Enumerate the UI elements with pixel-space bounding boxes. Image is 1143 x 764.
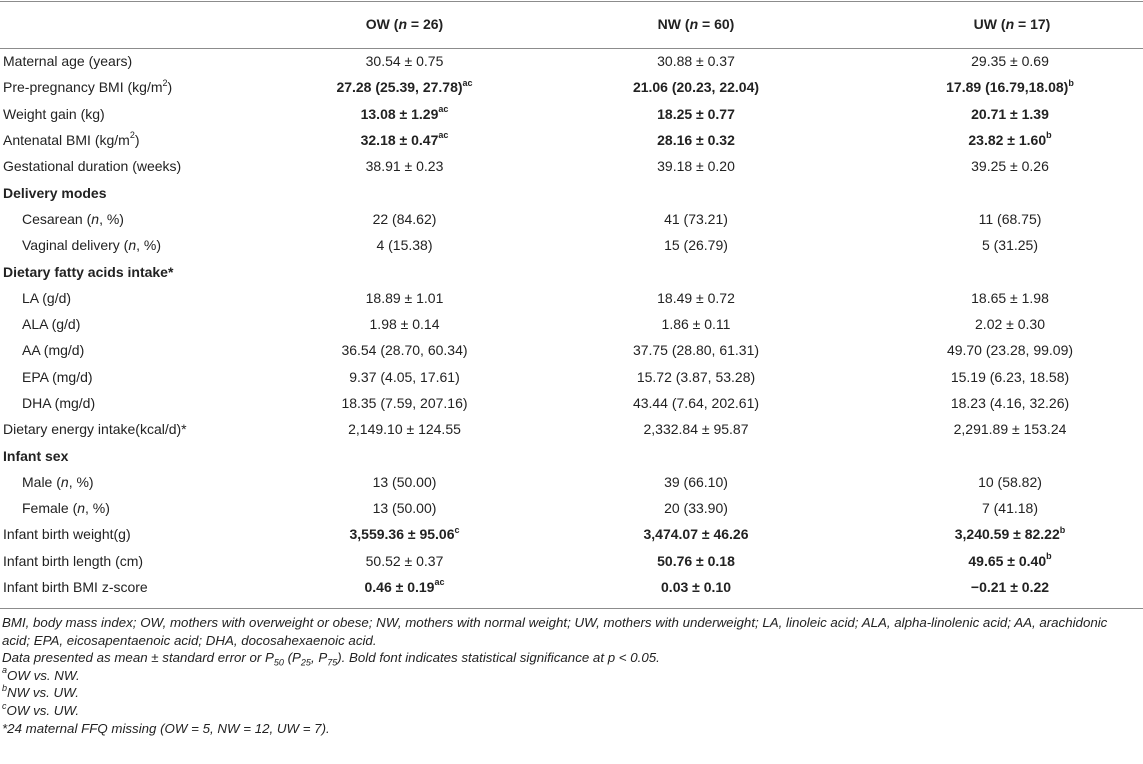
cell-nw: 50.76 ± 0.18 xyxy=(657,552,735,569)
header-label-col xyxy=(0,0,258,48)
cell-nw: 37.75 (28.80, 61.31) xyxy=(632,342,760,359)
cell-uw: 18.65 ± 1.98 xyxy=(971,289,1049,306)
table-header-row xyxy=(0,0,1143,48)
cell-ow: 36.54 (28.70, 60.34) xyxy=(341,342,468,359)
cell-ow xyxy=(258,258,551,284)
table-row-maternal-age xyxy=(0,48,1143,74)
cell-ow: 4 (15.38) xyxy=(376,237,433,254)
cell-nw xyxy=(551,442,841,468)
cell-uw: 2.02 ± 0.30 xyxy=(975,316,1045,333)
cell-ow: 0.46 ± 0.19$^{ac}$ xyxy=(364,577,445,596)
footnote-b: $^b$NW vs. UW. xyxy=(2,682,79,701)
cell-nw: 15 (26.79) xyxy=(664,237,728,254)
cell-nw: 2,332.84 ± 95.87 xyxy=(643,421,749,438)
cell-uw: 20.71 ± 1.39 xyxy=(971,105,1049,122)
table-row-female xyxy=(0,495,1143,521)
table-row-weight-gain xyxy=(0,101,1143,127)
cell-nw: 18.49 ± 0.72 xyxy=(657,289,735,306)
cell-nw xyxy=(551,258,841,284)
cell-nw: 43.44 (7.64, 202.61) xyxy=(632,395,760,411)
table-row-cesarean xyxy=(0,206,1143,232)
cell-ow: 13 (50.00) xyxy=(372,473,437,490)
cell-nw: 39.18 ± 0.20 xyxy=(657,158,735,175)
cell-uw: 49.70 (23.28, 99.09) xyxy=(946,342,1074,359)
cell-ow: 3,559.36 ± 95.06$^c$ xyxy=(349,524,460,543)
cell-nw: 0.03 ± 0.10 xyxy=(661,579,731,596)
header-uw: UW (n = 17) xyxy=(973,16,1051,32)
table-row-pre-pregnancy-bmi xyxy=(0,74,1143,100)
cell-nw: 15.72 (3.87, 53.28) xyxy=(636,368,756,385)
footnote-data-presentation: Data presented as mean ± standard error or $P_{50}$ ($P_{25}$, $P_{75}$). Bold font indicates statistical significance at p < 0.05. xyxy=(2,650,660,668)
row-label: Infant birth BMI z-score xyxy=(3,579,148,596)
cell-ow xyxy=(258,442,551,468)
row-label: Weight gain (kg) xyxy=(3,105,105,122)
row-label: EPA (mg/d) xyxy=(22,368,93,385)
row-label: Infant sex xyxy=(3,447,69,464)
cell-ow xyxy=(258,179,551,205)
row-label: Dietary fatty acids intake* xyxy=(3,263,174,280)
cell-ow: 32.18 ± 0.47$^{ac}$ xyxy=(360,130,449,149)
cell-ow: 18.35 (7.59, 207.16) xyxy=(341,395,468,411)
cell-ow: 2,149.10 ± 124.55 xyxy=(348,421,461,438)
footnote-c: $^c$OW vs. UW. xyxy=(2,700,80,718)
cell-uw: 10 (58.82) xyxy=(978,473,1042,490)
cell-ow: 38.91 ± 0.23 xyxy=(365,158,444,175)
table-row-la xyxy=(0,285,1143,311)
cell-uw: 39.25 ± 0.26 xyxy=(971,158,1049,175)
table-row-dietary-energy xyxy=(0,416,1143,442)
cell-uw: 29.35 ± 0.69 xyxy=(971,53,1049,70)
cell-uw: 15.19 (6.23, 18.58) xyxy=(950,368,1070,385)
table-row-dha xyxy=(0,390,1143,416)
row-label: Dietary energy intake(kcal/d)* xyxy=(3,421,187,438)
table-row-infant-birth-weight xyxy=(0,521,1143,547)
cell-nw: 30.88 ± 0.37 xyxy=(657,53,735,70)
cell-nw xyxy=(551,179,841,205)
cell-ow: 9.37 (4.05, 17.61) xyxy=(349,368,460,385)
cell-uw: 17.89 $(16.79,18.08)^b$ xyxy=(946,77,1074,96)
table-row-infant-bmi-z xyxy=(0,574,1143,600)
row-label: AA (mg/d) xyxy=(22,342,85,359)
row-label: Infant birth length (cm) xyxy=(3,552,144,569)
cell-uw: 49.65 ± 0.40$^b$ xyxy=(968,551,1052,569)
cell-ow: 13 (50.00) xyxy=(372,500,437,517)
footnote-ffq-missing: *24 maternal FFQ missing (OW = 5, NW = 12, UW = 7). xyxy=(2,720,330,736)
table-row-ala xyxy=(0,311,1143,337)
cell-ow: 18.89 ± 1.01 xyxy=(365,289,444,306)
cell-ow: 30.54 ± 0.75 xyxy=(365,53,444,70)
header-nw: NW (n = 60) xyxy=(657,16,735,32)
table-bottom-rule xyxy=(0,608,1143,609)
row-label: Maternal age (years) xyxy=(3,53,133,70)
table-row-epa xyxy=(0,364,1143,390)
table-row-dietary-fatty-acids xyxy=(0,258,1143,284)
table-row-male xyxy=(0,469,1143,495)
table-footnotes xyxy=(2,614,1138,737)
table-row-vaginal-delivery xyxy=(0,232,1143,258)
footnote-abbreviations: BMI, body mass index; OW, mothers with overweight or obese; NW, mothers with normal weight; UW, mothers with underweight; LA, linoleic acid; ALA, alpha-linolenic acid; AA, arachidonic acid; EPA, eicosapentaenoic acid; DHA, docosahexaenoic acid. xyxy=(2,615,1108,648)
row-label: DHA (mg/d) xyxy=(22,395,96,411)
cell-uw xyxy=(841,258,1143,284)
cell-uw: 7 (41.18) xyxy=(981,500,1039,517)
cell-ow: 50.52 ± 0.37 xyxy=(365,552,444,569)
cell-ow: 1.98 ± 0.14 xyxy=(369,316,440,333)
cell-nw: 1.86 ± 0.11 xyxy=(661,316,731,333)
header-ow: OW (n = 26) xyxy=(365,16,444,32)
cell-ow: 22 (84.62) xyxy=(372,210,437,227)
cell-uw xyxy=(841,179,1143,205)
footnote-a: $^a$OW vs. NW. xyxy=(2,665,80,683)
row-label: Gestational duration (weeks) xyxy=(3,158,182,175)
cell-uw: 3,240.59 ± 82.22$^b$ xyxy=(954,524,1066,543)
row-label: LA (g/d) xyxy=(22,289,72,306)
cell-ow: 13.08 ± 1.29$^{ac}$ xyxy=(360,104,449,122)
table-row-antenatal-bmi xyxy=(0,127,1143,153)
row-label: Vaginal delivery (n, %) xyxy=(22,237,162,254)
cell-ow: 27.28 (25.39, 27.78)$^{ac}$ xyxy=(336,77,473,96)
row-label: Female (n, %) xyxy=(22,500,110,517)
row-label: ALA (g/d) xyxy=(22,316,81,333)
table-row-delivery-modes xyxy=(0,179,1143,205)
table-row-aa xyxy=(0,337,1143,363)
cell-uw xyxy=(841,442,1143,468)
cell-nw: 3,474.07 ± 46.26 xyxy=(643,526,749,543)
row-label: Delivery modes xyxy=(3,184,107,201)
row-label: Pre-pregnancy BMI $(kg/m^2)$ xyxy=(3,77,173,96)
cell-uw: 5 (31.25) xyxy=(981,237,1039,254)
row-label: Infant birth weight(g) xyxy=(3,526,131,543)
cell-uw: 11 (68.75) xyxy=(978,210,1042,227)
cell-nw: 18.25 ± 0.77 xyxy=(657,105,735,122)
table-row-infant-birth-length xyxy=(0,548,1143,574)
cell-nw: 39 (66.10) xyxy=(664,473,728,490)
cell-nw: 41 (73.21) xyxy=(664,210,728,227)
cell-uw: 23.82 ± 1.60$^b$ xyxy=(968,130,1052,149)
cell-nw: 28.16 ± 0.32 xyxy=(657,132,735,149)
table-row-gestational-duration xyxy=(0,153,1143,179)
table-row-infant-sex xyxy=(0,442,1143,468)
cell-nw: 20 (33.90) xyxy=(664,500,728,517)
cell-nw: 21.06 (20.23, 22.04) xyxy=(632,79,760,96)
cell-uw: −0.21 ± 0.22 xyxy=(970,579,1050,596)
row-label: Antenatal BMI $(kg/m^2)$ xyxy=(3,130,140,149)
row-label: Male (n, %) xyxy=(22,473,94,490)
cell-uw: 2,291.89 ± 153.24 xyxy=(953,421,1067,438)
row-label: Cesarean (n, %) xyxy=(22,210,124,227)
cell-uw: 18.23 (4.16, 32.26) xyxy=(950,395,1070,411)
